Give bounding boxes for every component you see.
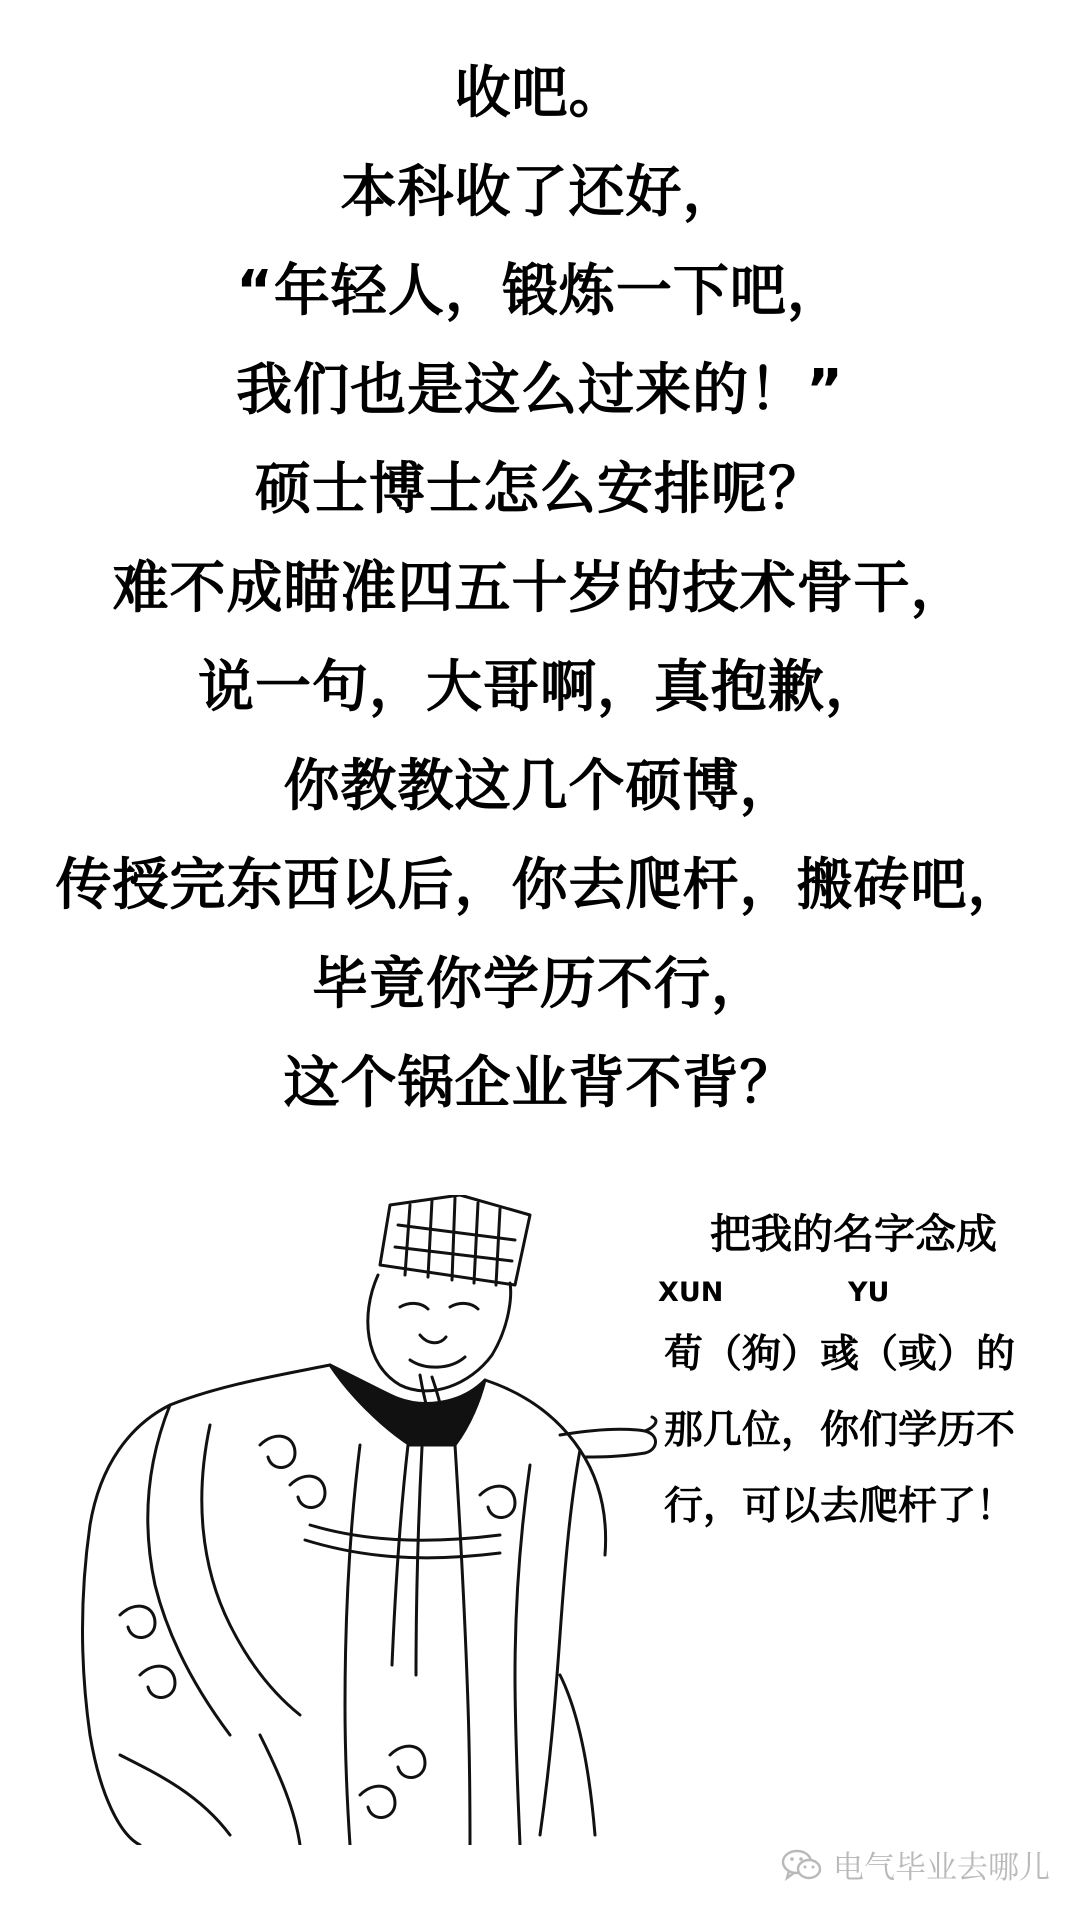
poem-line-10: 毕竟你学历不行， [312,952,768,1017]
caption-line-2: 那几位，你们学历不 [664,1408,1016,1453]
poem-line-3: “年轻人，锻炼一下吧， [236,259,844,324]
pinyin-yu: YU [848,1277,890,1308]
watermark [781,1842,1050,1887]
caption-block [658,1205,1068,1545]
wechat-icon [781,1848,823,1882]
caption-heading: 把我的名字念成 [710,1210,997,1258]
poem-line-4: 我们也是这么过来的！” [236,358,844,423]
poem-text [0,44,1080,1133]
caption-line-1: 荀（狗）彧（或）的 [664,1332,1016,1377]
watermark-text: 电气毕业去哪儿 [833,1850,1050,1886]
poem-line-5: 硕士博士怎么安排呢？ [255,457,825,522]
poem-line-2: 本科收了还好， [340,160,740,225]
official-illustration [60,1195,660,1845]
poem-line-6: 难不成瞄准四五十岁的技术骨干， [112,556,968,621]
caption-line-3: 行，可以去爬杆了！ [664,1484,1016,1529]
poem-line-11: 这个锅企业背不背？ [283,1051,797,1116]
poem-line-8: 你教教这几个硕博， [283,754,797,819]
poem-line-7: 说一句，大哥啊，真抱歉， [198,655,882,720]
poem-line-9: 传授完东西以后，你去爬杆，搬砖吧， [55,853,1025,918]
poem-line-1: 收吧。 [454,61,626,126]
pinyin-row [658,1277,1068,1317]
pinyin-xun: XUN [658,1277,724,1308]
